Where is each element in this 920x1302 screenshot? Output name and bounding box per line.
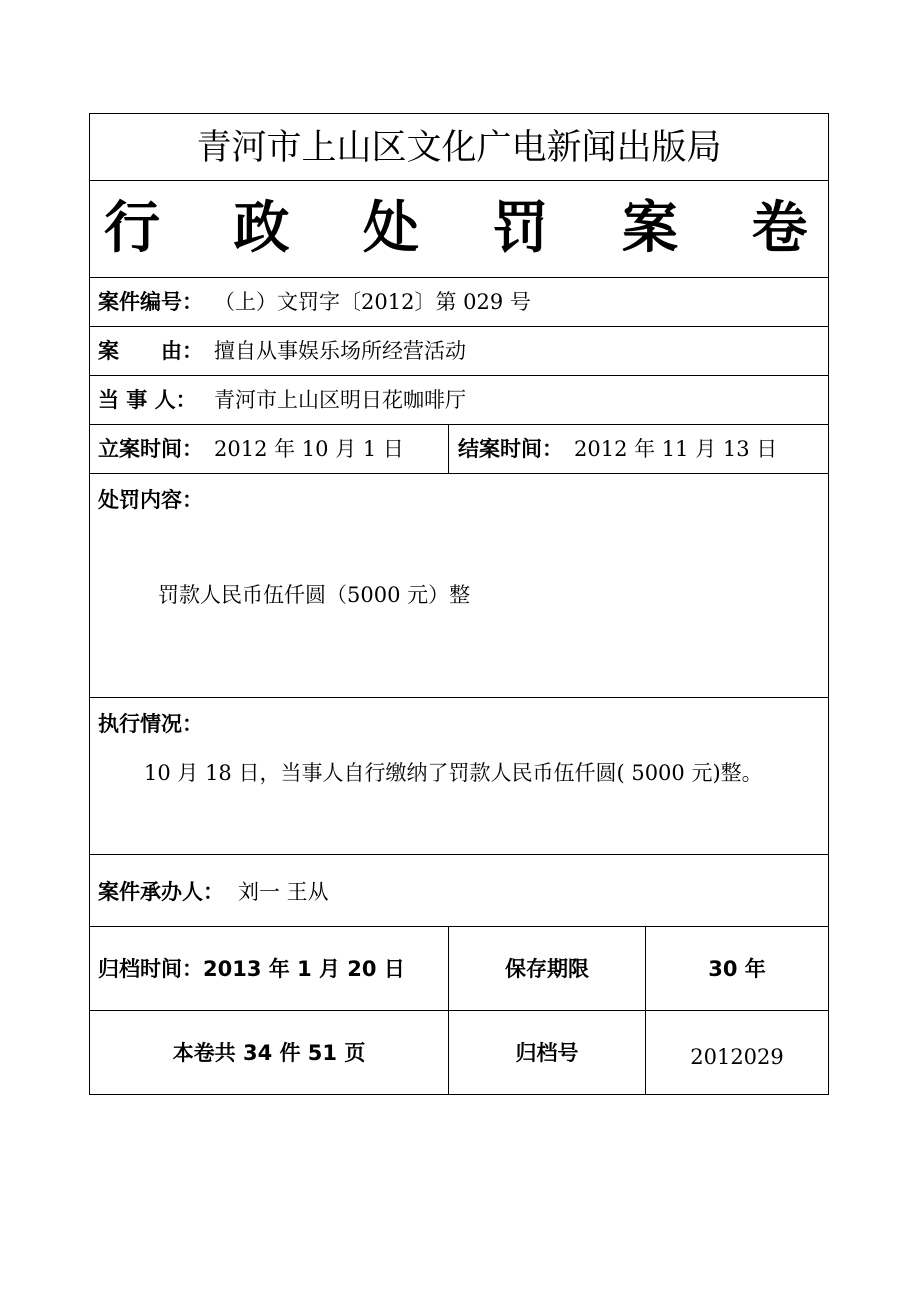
filing-date-value: 2012 年 10 月 1 日: [214, 437, 404, 461]
execution-content: 10 月 18 日，当事人自行缴纳了罚款人民币伍仟圆( 5000 元)整。: [144, 761, 763, 785]
case-number-row: [90, 278, 828, 327]
volume-info-cell: [90, 1011, 448, 1094]
penalty-row: [90, 474, 828, 698]
retention-label-cell: [448, 927, 645, 1010]
archive-no-value: 2012029: [690, 1045, 784, 1069]
party-label: 当 事 人：: [98, 388, 197, 412]
case-number-value: （上）文罚字〔2012〕第 029 号: [214, 290, 531, 314]
closing-date-value: 2012 年 11 月 13 日: [574, 437, 778, 461]
volume-row: [90, 1011, 828, 1094]
archive-date-cell: [90, 927, 448, 1010]
handlers-value: 刘一 王从: [238, 880, 329, 904]
filing-date-cell: [90, 425, 448, 473]
handlers-label: 案件承办人：: [98, 880, 224, 904]
party-value: 青河市上山区明日花咖啡厅: [214, 388, 466, 412]
execution-row: [90, 698, 828, 855]
archive-no-value-cell: [645, 1011, 828, 1094]
party-row: [90, 376, 828, 425]
retention-label: 保存期限: [505, 957, 589, 981]
closing-date-label: 结案时间：: [458, 437, 563, 461]
agency-row: [90, 114, 828, 181]
closing-date-cell: [448, 425, 828, 473]
archive-no-label-cell: [448, 1011, 645, 1094]
dossier-title: 行 政 处 罚 案 卷: [104, 196, 835, 261]
archive-row: [90, 927, 828, 1011]
execution-label: 执行情况：: [98, 712, 203, 736]
case-cause-value: 擅自从事娱乐场所经营活动: [214, 339, 466, 363]
volume-info: 本卷共 34 件 51 页: [172, 1041, 366, 1065]
case-cause-row: [90, 327, 828, 376]
case-number-label: 案件编号：: [98, 290, 203, 314]
agency-name: 青河市上山区文化广电新闻出版局: [196, 128, 722, 168]
filing-date-label: 立案时间：: [98, 437, 203, 461]
handlers-row: [90, 855, 828, 927]
penalty-content: 罚款人民币伍仟圆（5000 元）整: [158, 583, 471, 607]
dates-row: [90, 425, 828, 474]
case-cause-label: 案 由：: [98, 339, 203, 363]
retention-value: 30 年: [708, 957, 766, 981]
title-row: [90, 181, 835, 278]
archive-date: 归档时间：2013 年 1 月 20 日: [98, 957, 405, 981]
retention-value-cell: [645, 927, 828, 1010]
case-dossier-form: [89, 113, 835, 1095]
archive-no-label: 归档号: [515, 1041, 579, 1065]
penalty-label: 处罚内容：: [98, 488, 203, 512]
